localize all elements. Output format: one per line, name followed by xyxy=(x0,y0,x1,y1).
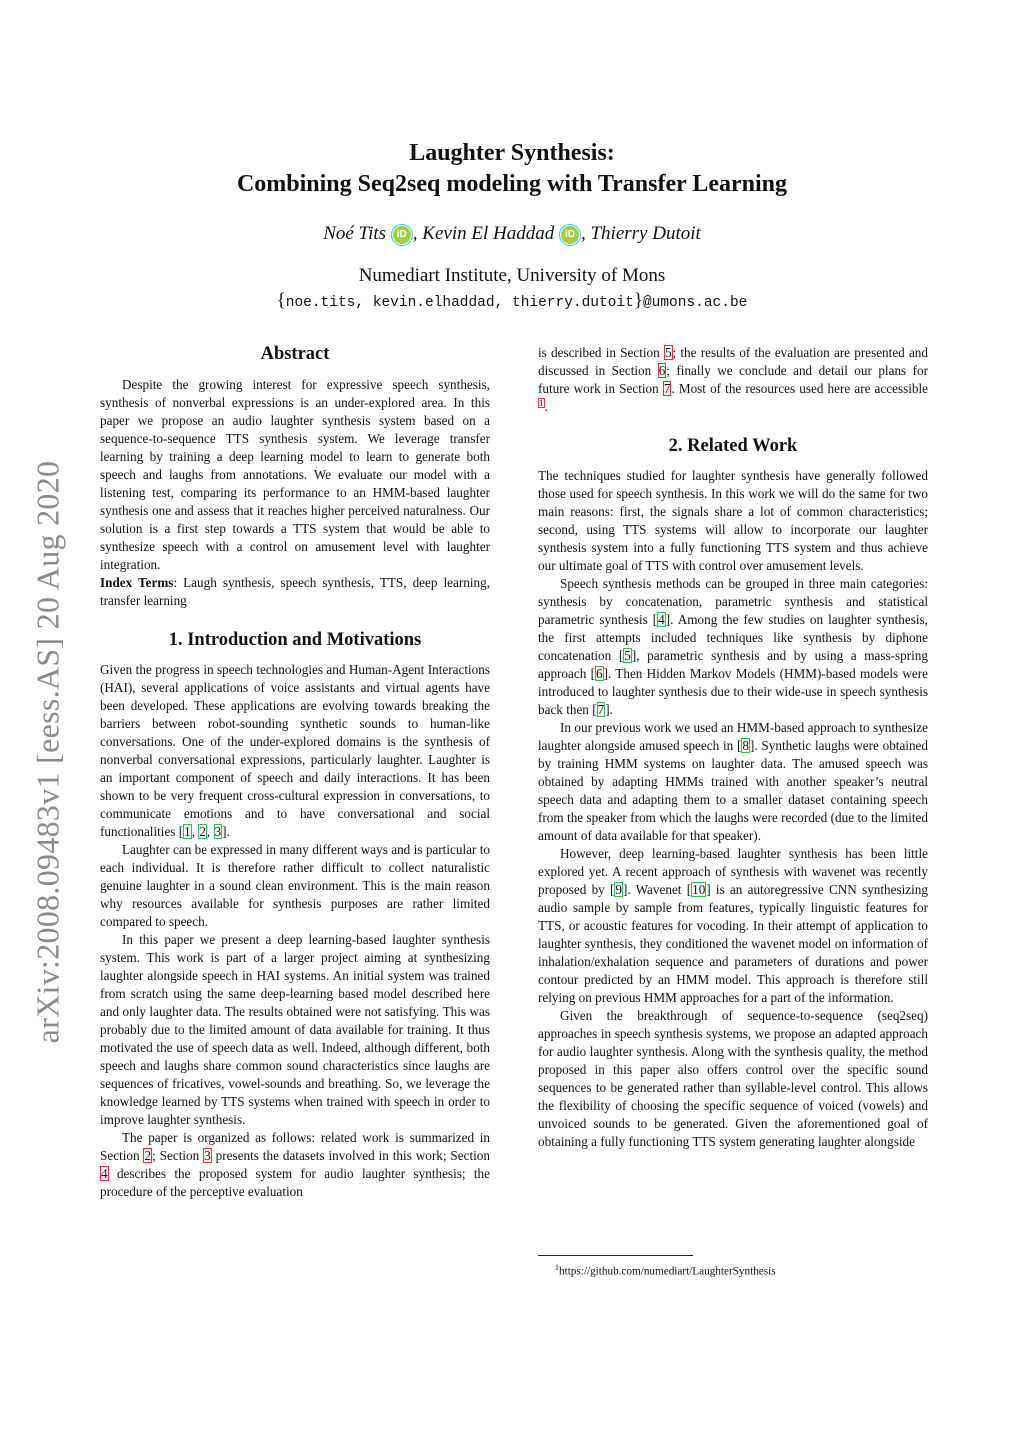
author-separator: , xyxy=(580,223,591,244)
intro-p4-text: The paper is organized as follows: related work is summarized in Section xyxy=(100,1130,490,1163)
citation-link[interactable]: 7 xyxy=(597,702,605,717)
intro-cont-text: ; the results of the evaluation are presented and discussed in Section xyxy=(538,345,928,378)
title-line-1: Laughter Synthesis: xyxy=(409,140,615,166)
index-terms xyxy=(100,574,490,610)
index-terms-text: : Laugh synthesis, speech synthesis, TTS, deep learning, transfer learning xyxy=(100,575,490,608)
citation-link[interactable]: 3 xyxy=(214,824,222,839)
orcid-icon[interactable]: iD xyxy=(393,226,411,244)
related-paragraph-1: The techniques studied for laughter synthesis have generally followed those used for speech synthesis. In this work we will do the same for two main reasons: first, the signals share a lot of common characteristics; second, using TTS systems will allow to incorporate our laughter synthesis system into a fully functioning TTS system and thus achieve our ultimate goal of TTS with control over amusement levels. xyxy=(538,468,928,573)
intro-cont-text: is described in Section xyxy=(538,345,664,360)
section-1-heading: 1. Introduction and Motivations xyxy=(168,630,422,650)
related-p2-text: ]. xyxy=(605,702,613,717)
related-p2-text: ]. Among the few studies on laughter synthesis, the first attempts included techniques like synthesis by diphone concatenation [ xyxy=(538,612,928,663)
citation-link[interactable]: 5 xyxy=(624,648,631,663)
email-open-brace: { xyxy=(276,290,286,311)
related-p3-text: ]. Synthetic laughs were obtained by training HMM systems on laughter data. The amused speech was obtained by adapting HMMs trained with another speaker’s neutral speech data and adapting them to a smaller dataset containing speech from the speaker from which the laughs were recorded (due to the limited amount of data available for that speaker). xyxy=(538,738,929,843)
citation-link[interactable]: 2 xyxy=(199,824,206,839)
related-p3-text: In our previous work we used an HMM-based approach to synthesize laughter alongside amused speech in [ xyxy=(538,720,928,753)
arxiv-stamp xyxy=(28,432,68,1072)
orcid-icon[interactable]: iD xyxy=(561,226,579,244)
section-link[interactable]: 3 xyxy=(204,1148,211,1163)
citation-link[interactable]: 1 xyxy=(184,824,191,839)
paper-title xyxy=(0,138,1024,200)
intro-paragraph-2: Laughter can be expressed in many different ways and is particular to each individual. It is therefore rather difficult to collect naturalistic genuine laughter in a sound clean environment. This is the main reason why resources available for synthesis purposes are rather limited compared to speech. xyxy=(100,842,490,929)
affiliation: Numediart Institute, University of Mons xyxy=(358,265,666,286)
author-2: Kevin El Haddad xyxy=(422,223,555,244)
related-p4-text: ] is an autoregressive CNN synthesizing audio sample by sample from features, typically linguistic features for TTS, or acoustic features for vocoding. In their attempt of application to laughter synthesis, they conditioned the wavenet model on information of inhalation/exhalation sequence and parameters of durations and power contour predicted by an HMM model. This approach is therefore still relying on previous HMM approaches for a part of the information. xyxy=(538,882,928,1005)
section-link[interactable]: 5 xyxy=(664,345,672,360)
email-close-brace: } xyxy=(633,290,643,311)
citation-link[interactable]: 9 xyxy=(615,882,622,897)
related-p4-text: However, deep learning-based laughter synthesis has been little explored yet. A recent approach of synthesis with wavenet was recently proposed by [ xyxy=(538,846,928,897)
footnote-url[interactable]: https://github.com/numediart/LaughterSynthesis xyxy=(559,1265,776,1278)
related-paragraph-4 xyxy=(538,845,928,1007)
left-column xyxy=(100,342,490,1201)
section-link[interactable]: 7 xyxy=(663,381,671,396)
related-p2-text: Speech synthesis methods can be grouped in three main categories: synthesis by concatenation, parametric synthesis and statistical parametric synthesis [ xyxy=(538,576,928,627)
related-paragraph-5: Given the breakthrough of sequence-to-sequence (seq2seq) approaches in speech synthesis systems, we propose an adapted approach for audio laughter synthesis. Along with the synthesis quality, the method proposed in this paper also offers control over the specific sound sequences to be generated rather than syllable-level control. This allows the flexibility of choosing the specific sequence of voiced (vowels) and unvoiced sounds to be generated. Given the aforementioned goal of obtaining a fully functioning TTS system generating laughter alongside xyxy=(538,1008,928,1149)
related-paragraph-2 xyxy=(538,575,928,719)
intro-cont-text: . xyxy=(544,399,548,414)
citation-link[interactable]: 10 xyxy=(692,882,706,897)
email-names: noe.tits, kevin.elhaddad, thierry.dutoit xyxy=(285,295,634,311)
footnote-link[interactable]: 1 xyxy=(539,397,544,408)
author-separator: , xyxy=(412,223,423,244)
author-list xyxy=(0,222,1024,246)
footnote-rule xyxy=(538,1255,693,1256)
intro-cont-text: . Most of the resources used here are accessible xyxy=(671,381,929,396)
email-domain: @umons.ac.be xyxy=(642,295,748,311)
author-3: Thierry Dutoit xyxy=(590,223,701,244)
abstract-text: Despite the growing interest for expressive speech synthesis, synthesis of nonverbal expressions is an under-explored area. In this paper we propose an audio laughter synthesis system based on a sequence-to-sequence TTS synthesis system. We leverage transfer learning by training a deep learning model to learn to generate both speech and laughs from annotations. We evaluate our model with a listening test, comparing its performance to an HMM-based laughter synthesis one and assess that it reaches higher perceived naturalness. Our solution is a first step towards a TTS system that would be able to synthesize speech with a control on amusement level with laughter integration. xyxy=(100,377,490,572)
section-link[interactable]: 2 xyxy=(144,1148,152,1163)
citation-link[interactable]: 4 xyxy=(658,612,665,627)
index-terms-label: Index Terms xyxy=(100,575,174,590)
author-emails xyxy=(0,290,1024,314)
intro-p4-text: ; Section xyxy=(152,1148,204,1163)
title-line-2: Combining Seq2seq modeling with Transfer Learning xyxy=(236,171,788,197)
intro-p4-text: describes the proposed system for audio laughter synthesis; the procedure of the perceptive evaluation xyxy=(100,1166,490,1199)
footnote-mark: 1 xyxy=(555,1263,559,1272)
intro-p1-text: Given the progress in speech technologies and Human-Agent Interactions (HAI), several applications of voice assistants and virtual agents have been developed. These applications are evolving towards breaking the barriers between robot-sounding synthetic sounds to human-like conversations. One of the under-explored domains is the synthesis of nonverbal conversational expressions, particularly laughter. Laughter is an important component of speech and daily interactions. It has been shown to be very frequent cross-cultural expression in conversations, to communicate emotions and to have conversational and social functionalities [ xyxy=(100,662,490,839)
related-p4-text: ]. Wavenet [ xyxy=(622,882,692,897)
section-link[interactable]: 4 xyxy=(101,1166,108,1181)
intro-paragraph-4 xyxy=(100,1129,490,1201)
intro-p1-end: ]. xyxy=(222,824,230,839)
intro-continuation xyxy=(538,344,928,416)
related-paragraph-3 xyxy=(538,719,928,845)
author-1: Noé Tits xyxy=(323,223,387,244)
citation-link[interactable]: 6 xyxy=(595,666,603,681)
related-p2-text: ], parametric synthesis and by using a mass-spring approach [ xyxy=(538,648,928,681)
related-p2-text: ]. Then Hidden Markov Models (HMM)-based models were introduced to laughter synthesis due to their wide-use in speech synthesis back then [ xyxy=(538,666,928,717)
arxiv-stamp-text: arXiv:2008.09483v1 [eess.AS] 20 Aug 2020 xyxy=(29,460,66,1044)
right-column xyxy=(538,344,928,1151)
intro-paragraph-3: In this paper we present a deep learning-based laughter synthesis system. This work is part of a larger project aiming at synthesizing laughter alongside speech in HAI systems. An initial system was trained from scratch using the same deep-learning based model described here and only laughter data. The results obtained were not satisfying. This was probably due to the limited amount of data available for training. It thus motivated the use of speech data as well. Indeed, although different, both speech and laughs share common sound characteristics since laughs are sequences of fricatives, vowel-sounds and breathing. So, we leverage the knowledge learned by TTS systems when trained with speech in order to improve laughter synthesis. xyxy=(100,932,490,1127)
intro-p4-text: presents the datasets involved in this work; Section xyxy=(211,1148,490,1163)
intro-cont-text: ; finally we conclude and detail our plans for future work in Section xyxy=(538,363,928,396)
footnote xyxy=(555,1261,776,1279)
intro-paragraph-1: Given the progress in speech technologies and Human-Agent Interactions (HAI), several applications of voice assistants and virtual agents have been developed. These applications are evolving towards breaking the barriers between robot-sounding synthetic sounds to human-like conversations. One of the under-explored domains is the synthesis of nonverbal conversational expressions, particularly laughter. Laughter is an important component of speech and daily interactions. It has been shown to be very frequent cross-cultural expression in conversations, to communicate emotions and to have conversational and social functionalities [1, 2, 3]. xyxy=(100,662,490,839)
citation-link[interactable]: 8 xyxy=(742,738,749,753)
abstract-heading: Abstract xyxy=(260,344,330,364)
section-link[interactable]: 6 xyxy=(658,363,666,378)
section-2-heading: 2. Related Work xyxy=(668,436,798,456)
